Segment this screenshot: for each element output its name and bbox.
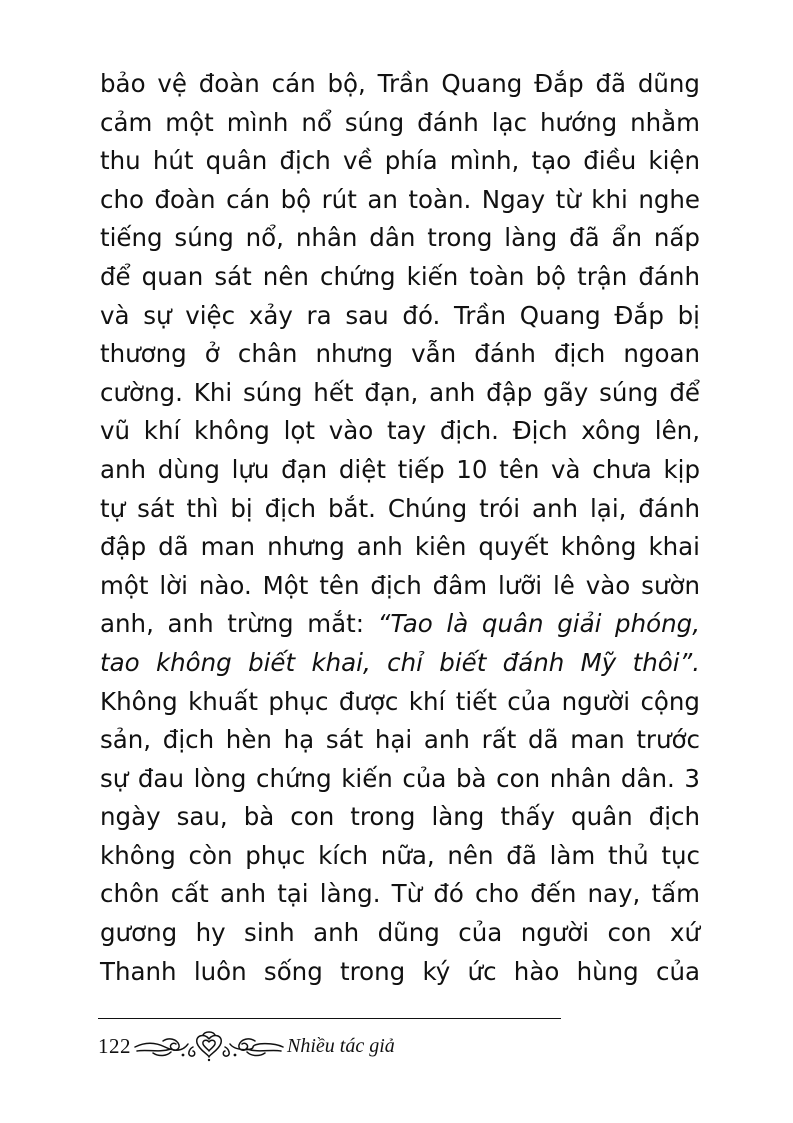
text-line-18: sản, địch hèn hạ sát hại anh rất dã man trước [100, 725, 700, 755]
text-line-20: ngày sau, bà con trong làng thấy quân địch [100, 802, 700, 832]
text-line-5: tiếng súng nổ, nhân dân trong làng đã ẩn nấp [100, 223, 700, 253]
text-line-9: cường. Khi súng hết đạn, anh đập gãy súng để [100, 377, 700, 407]
text-line-22: chôn cất anh tại làng. Từ đó cho đến nay, tấm [100, 879, 700, 909]
text-line-6: để quan sát nên chứng kiến toàn bộ trận đánh [100, 261, 700, 291]
text-line-19: sự đau lòng chứng kiến của bà con nhân dân. 3 [100, 763, 700, 793]
quote-part-1: “Tao là quân giải phóng, [377, 609, 700, 639]
text-line-4: cho đoàn cán bộ rút an toàn. Ngay từ khi nghe [100, 184, 700, 214]
footer-rule [98, 1018, 561, 1019]
text-line-3: thu hút quân địch về phía mình, tạo điều kiện [100, 146, 700, 176]
text-line-21: không còn phục kích nữa, nên đã làm thủ tục [100, 840, 700, 870]
text-line-10: vũ khí không lọt vào tay địch. Địch xông lên, [100, 416, 700, 446]
quote-part-2: tao không biết khai, chỉ biết đánh Mỹ thôi”. [100, 647, 700, 677]
text-line-7: và sự việc xảy ra sau đó. Trần Quang Đắp bị [100, 300, 700, 330]
text-line-1: bảo vệ đoàn cán bộ, Trần Quang Đắp đã dũng [100, 69, 700, 98]
text-line-8: thương ở chân nhưng vẫn đánh địch ngoan [100, 339, 700, 369]
text-line-11: anh dùng lựu đạn diệt tiếp 10 tên và chưa kịp [100, 454, 700, 484]
text-line-17: Không khuất phục được khí tiết của người cộng [100, 686, 700, 716]
floral-scroll-ornament-icon [133, 1029, 285, 1063]
page-number: 122 [98, 1033, 131, 1058]
body-text [100, 65, 700, 991]
text-line-15-regular: anh, anh trừng mắt: [100, 609, 378, 639]
text-line-15 [100, 605, 700, 644]
text-line-14: một lời nào. Một tên địch đâm lưỡi lê vào sườn [100, 570, 700, 600]
text-line-23: gương hy sinh anh dũng của người con xứ [100, 918, 700, 948]
text-line-13: đập dã man nhưng anh kiên quyết không khai [100, 532, 700, 562]
author-credit: Nhiều tác giả [287, 1034, 395, 1057]
text-line-2: cảm một mình nổ súng đánh lạc hướng nhằm [100, 107, 700, 137]
text-line-12: tự sát thì bị địch bắt. Chúng trói anh lại, đánh [100, 493, 700, 523]
text-line-24: Thanh luôn sống trong ký ức hào hùng của [100, 956, 700, 986]
page-footer [98, 1026, 395, 1066]
